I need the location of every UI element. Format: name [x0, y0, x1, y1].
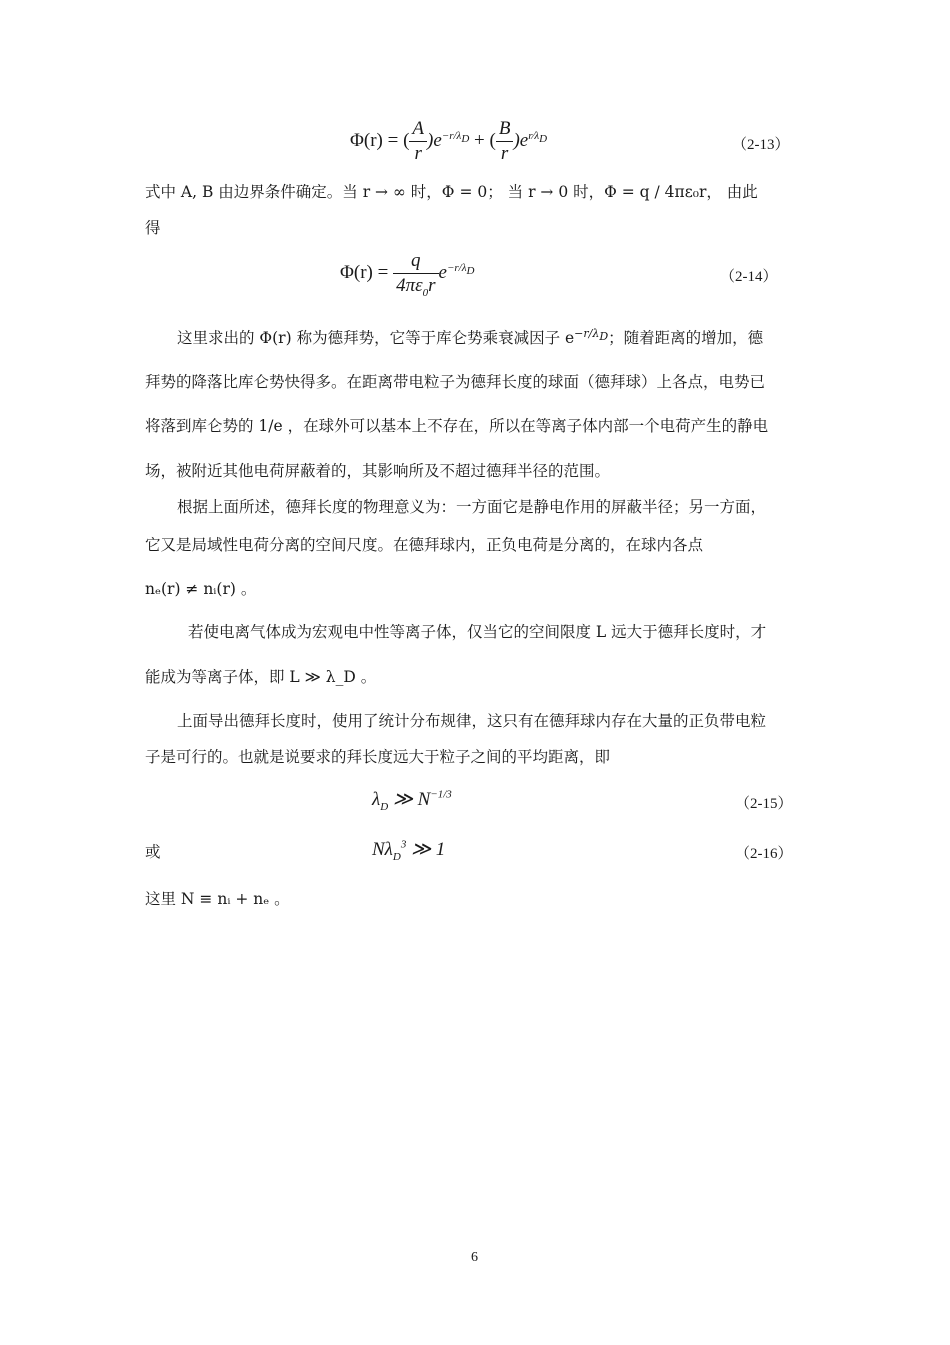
or-label: 或 — [145, 843, 161, 861]
definition-N-text: 这里 N ≡ nᵢ + nₑ 。 — [145, 890, 290, 908]
equation-number-2-15: （2-15） — [735, 796, 793, 812]
paragraph-statistical-line1: 上面导出德拜长度时，使用了统计分布规律，这只有在德拜球内存在大量的正负带电粒 — [177, 712, 767, 730]
paragraph-statistical-line2: 子是可行的。也就是说要求的拜长度远大于粒子之间的平均距离，即 — [145, 748, 611, 766]
paragraph-physical-meaning-line3: nₑ(r) ≠ nᵢ(r) 。 — [145, 580, 257, 598]
paragraph-physical-meaning-line1: 根据上面所述，德拜长度的物理意义为：一方面它是静电作用的屏蔽半径；另一方面， — [177, 498, 767, 516]
equation-number-2-13: （2-13） — [732, 137, 790, 153]
equation-2-15: $\lambda_D$ ≫ $N^{-1/3}$ — [372, 788, 452, 813]
page-number: 6 — [471, 1250, 478, 1265]
paragraph-plasma-condition-line1: 若使电离气体成为宏观电中性等离子体，仅当它的空间限度 L 远大于德拜长度时，才 — [188, 623, 767, 641]
equation-2-16: $N\lambda_D^3$ ≫ 1 — [372, 838, 446, 863]
equation-2-14: Φ(r) = $\frac{q}{4\pi\varepsilon_0r}$ $e^{-r/\lambda_D}$ — [340, 250, 475, 299]
paragraph-debye-potential-line2: 拜势的降落比库仑势快得多。在距离带电粒子为德拜长度的球面（德拜球）上各点，电势已 — [145, 373, 766, 391]
equation-2-13: Φ(r) = ( $\frac{A}{r}$ )$e^{-r/\lambda_D}$ + ( $\frac{B}{r}$ )$e^{r⁄\lambda_D}$ — [350, 118, 548, 164]
continuation-text: 得 — [145, 219, 161, 237]
equation-number-2-16: （2-16） — [735, 846, 793, 862]
paragraph-debye-potential-line4: 场，被附近其他电荷屏蔽着的，其影响所及不超过德拜半径的范围。 — [145, 462, 611, 480]
paragraph-debye-potential-line1: 这里求出的 Φ(r) 称为德拜势，它等于库仑势乘衰减因子 $e^{-r/\lambda_D}$；随着距离的增加，德 — [177, 326, 764, 347]
equation-number-2-14: （2-14） — [720, 269, 778, 285]
paragraph-debye-potential-line3: 将落到库仑势的 1/e ，在球外可以基本上不存在，所以在等离子体内部一个电荷产生的静电 — [145, 417, 769, 435]
paragraph-physical-meaning-line2: 它又是局域性电荷分离的空间尺度。在德拜球内，正负电荷是分离的，在球内各点 — [145, 536, 704, 554]
paragraph-plasma-condition-line2: 能成为等离子体，即 L ≫ λ_D 。 — [145, 668, 377, 686]
boundary-conditions-text: 式中 A, B 由边界条件确定。当 r → ∞ 时，Φ = 0； 当 r → 0 时，Φ = q / 4πε₀r， 由此 — [145, 183, 758, 201]
